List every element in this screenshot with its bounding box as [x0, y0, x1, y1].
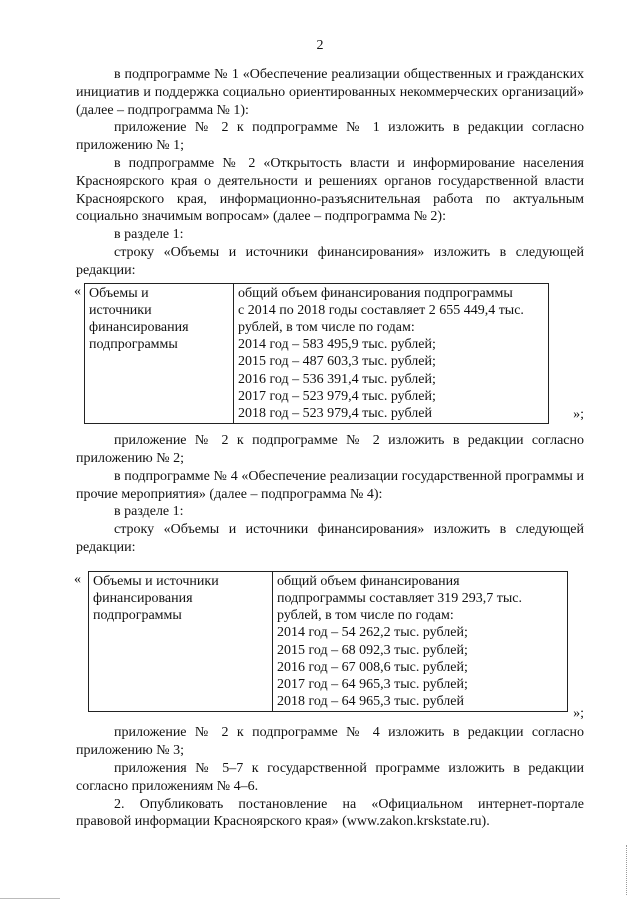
value-line: 2015 год – 68 092,3 тыс. рублей;: [277, 642, 468, 658]
paragraph-funding-row-b: строку «Объемы и источники финансирования» изложить в следующей редакции:: [76, 522, 584, 555]
value-line: общий объем финансирования подпрограммы: [238, 285, 513, 301]
value-line: рублей, в том числе по годам:: [277, 608, 454, 624]
funding-table-1-block: [76, 283, 584, 425]
value-line: 2014 год – 54 262,2 тыс. рублей;: [277, 625, 468, 641]
paragraph-publish: 2. Опубликовать постановление на «Официальном интернет-портале правовой информации Красноярского края» (www.zakon.krskstate.ru).: [76, 796, 584, 830]
value-line: рублей, в том числе по годам:: [238, 319, 415, 335]
page-number: 2: [316, 38, 324, 53]
paragraph-appendix-2: приложение № 2 к подпрограмме № 2 изложить в редакции согласно приложению № 2;: [76, 433, 584, 466]
value-line: общий объем финансирования: [277, 573, 460, 589]
label-line: подпрограммы: [89, 337, 178, 353]
table-row: [89, 571, 568, 712]
funding-table-2-block: [76, 571, 584, 723]
value-line: 2015 год – 487 603,3 тыс. рублей;: [238, 354, 436, 370]
document-body: [76, 66, 584, 831]
table-row: [85, 283, 549, 424]
value-line: 2017 год – 64 965,3 тыс. рублей;: [277, 676, 468, 692]
label-line: подпрограммы: [93, 608, 182, 624]
paragraph-subprogram-1: в подпрограмме № 1 «Обеспечение реализации общественных и гражданских инициатив и поддержка социально ориентированных некоммерческих организаций» (далее – подпрограмма № 1):: [76, 67, 584, 118]
scan-margin-mark: [626, 845, 628, 895]
label-line: финансирования: [93, 590, 193, 606]
open-quote: «: [74, 571, 81, 587]
value-line: 2016 год – 536 391,4 тыс. рублей;: [238, 371, 436, 387]
paragraph-subprogram-4: в подпрограмме № 4 «Обеспечение реализации государственной программы и прочие мероприятия» (далее – подпрограмма № 4):: [76, 468, 584, 502]
value-line: 2014 год – 583 495,9 тыс. рублей;: [238, 337, 436, 353]
paragraph-section-1-b: в разделе 1:: [114, 504, 184, 520]
value-line: с 2014 по 2018 годы составляет 2 655 449,4 тыс.: [238, 302, 524, 318]
funding-table-1: [84, 283, 549, 425]
label-line: финансирования: [89, 319, 189, 335]
value-line: 2016 год – 67 008,6 тыс. рублей;: [277, 659, 468, 675]
label-line: источники: [89, 302, 152, 318]
paragraph-subprogram-2: в подпрограмме № 2 «Открытость власти и информирование населения Красноярского края о деятельности и решениях органов государственной власти Красноярского края, информационно-разъяснительная работа по актуальным социально значимым вопросам» (далее – подпрограмма № 2):: [76, 155, 584, 225]
label-line: Объемы и источники: [93, 573, 219, 589]
open-quote: «: [74, 283, 81, 299]
value-line: подпрограммы составляет 319 293,7 тыс.: [277, 590, 522, 606]
funding-table-2: [88, 571, 568, 713]
paragraph-appendices-5-7: приложения № 5–7 к государственной программе изложить в редакции согласно приложениям № 4–6.: [76, 760, 584, 794]
funding-label-cell: [85, 283, 234, 424]
paragraph-funding-row-a: строку «Объемы и источники финансирования» изложить в следующей редакции:: [76, 244, 584, 278]
paragraph-section-1-a: в разделе 1:: [114, 227, 184, 243]
close-quote: »;: [573, 407, 584, 423]
scan-bottom-rule: [0, 898, 60, 899]
paragraph-appendix-3: приложение № 2 к подпрограмме № 4 изложить в редакции согласно приложению № 3;: [76, 725, 584, 759]
paragraph-appendix-1: приложение № 2 к подпрограмме № 1 изложить в редакции согласно приложению № 1;: [76, 120, 584, 154]
value-line: 2017 год – 523 979,4 тыс. рублей;: [238, 388, 436, 404]
funding-label-cell: [89, 571, 273, 712]
label-line: Объемы и: [89, 285, 149, 301]
close-quote: »;: [573, 705, 584, 721]
funding-value-cell: [234, 283, 549, 424]
funding-value-cell: [273, 571, 568, 712]
value-line: 2018 год – 64 965,3 тыс. рублей: [277, 694, 464, 710]
value-line: 2018 год – 523 979,4 тыс. рублей: [238, 405, 432, 421]
